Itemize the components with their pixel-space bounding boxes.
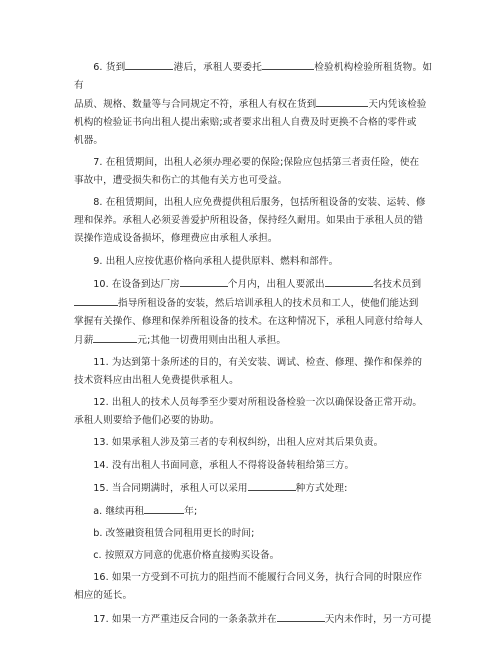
clause-text: 12. 出租人的技术人员每季至少要对所租设备检验一次以确保设备正常开动。 xyxy=(93,397,423,409)
fill-in-blank xyxy=(325,275,373,287)
clause-c11 xyxy=(74,354,432,390)
clause-line xyxy=(74,132,432,150)
clause-text: 16. 如果一方受到不可抗力的阻挡而不能履行合同义务，执行合同的时限应作 xyxy=(93,572,423,584)
clause-text: 13. 如果承租人涉及第三者的专利权纠纷，出租人应对其后果负责。 xyxy=(93,437,384,449)
clause-text: 17. 如果一方严重违反合同的一条条款并在 xyxy=(93,613,277,625)
clause-line xyxy=(74,457,432,475)
clause-text: 承租人则要给予他们必要的协助。 xyxy=(74,415,220,427)
clause-text: 14. 没有出租人书面同意，承租人不得将设备转租给第三方。 xyxy=(93,459,355,471)
clause-line xyxy=(74,212,432,230)
clause-line xyxy=(74,114,432,132)
clause-text: 检验机构检验所租货物。如有 xyxy=(74,62,433,91)
clause-c15c xyxy=(74,547,432,565)
clause-text: 误操作造成设备损坏，修理费应由承租人承担。 xyxy=(74,233,278,245)
clause-c7 xyxy=(74,154,432,190)
clause-text: 掌握有关操作、修理和保养所租设备的技术。在这种情况下，承租人同意付给每人 xyxy=(74,315,423,327)
clause-text: 7. 在租赁期间，出租人必须办理必要的保险;保险应包括第三者责任险，使在 xyxy=(93,157,420,169)
clause-line xyxy=(74,95,432,114)
clause-c8 xyxy=(74,194,432,248)
clause-text: 11. 为达到第十条所述的目的，有关安装、调试、检查、修理、操作和保养的 xyxy=(93,356,423,368)
clause-line xyxy=(74,294,432,313)
clause-line xyxy=(74,569,432,587)
clause-text: 10. 在设备到达厂房 xyxy=(93,278,180,290)
clause-line xyxy=(74,587,432,605)
fill-in-blank xyxy=(125,58,173,70)
clause-text: 15. 当合同期满时，承租人可以采用 xyxy=(93,482,248,494)
fill-in-blank xyxy=(248,479,296,491)
clause-text: b. 改签融资租赁合同租用更长的时间; xyxy=(93,528,255,540)
clause-text: 理和保养。承租人必须妥善爱护所租设备，保持经久耐用。如果由于承租人员的错 xyxy=(74,215,423,227)
clause-line xyxy=(74,434,432,452)
clause-text: c. 按照双方同意的优惠价格直接购买设备。 xyxy=(93,550,280,562)
clause-line xyxy=(74,372,432,390)
clause-line xyxy=(74,58,432,95)
clause-text: 品质、规格、数量等与合同规定不符，承租人有权在货到 xyxy=(74,99,317,110)
clause-c6 xyxy=(74,58,432,150)
clause-line xyxy=(74,172,432,190)
clause-line xyxy=(74,412,432,430)
clause-c15a xyxy=(74,502,432,521)
fill-in-blank xyxy=(180,275,228,287)
clause-text: 天内凭该检验 xyxy=(368,99,427,110)
clause-text: 月薪 xyxy=(74,334,94,346)
clause-c17 xyxy=(74,610,432,629)
clause-c13 xyxy=(74,434,432,452)
clause-c10 xyxy=(74,275,432,350)
clause-c16 xyxy=(74,569,432,605)
clause-line xyxy=(74,253,432,271)
clause-text: 8. 在租赁期间，出租人应免费提供租后服务，包括所租设备的安装、运转、修 xyxy=(93,197,426,209)
fill-in-blank xyxy=(262,58,314,70)
clause-line xyxy=(74,394,432,412)
fill-in-blank xyxy=(316,95,368,107)
clause-text: 个月内，出租人要派出 xyxy=(227,278,325,290)
clause-line xyxy=(74,230,432,248)
clause-text: 9. 出租人应按优惠价格向承租人提供原料、燃料和部件。 xyxy=(93,255,339,267)
clause-c9 xyxy=(74,253,432,271)
clause-text: 指导所租设备的安装，然后培训承租人的技术员和工人，使他们能达到 xyxy=(118,297,419,309)
fill-in-blank xyxy=(93,331,137,343)
clause-line xyxy=(74,275,432,294)
fill-in-blank xyxy=(74,294,118,306)
contract-body xyxy=(74,58,432,629)
clause-text: 6. 货到 xyxy=(93,62,126,73)
clause-line xyxy=(74,313,432,331)
clause-line xyxy=(74,194,432,212)
clause-line xyxy=(74,610,432,629)
clause-c12 xyxy=(74,394,432,430)
clause-text: 元;其他一切费用则由出租人承担。 xyxy=(137,334,287,346)
clause-c14 xyxy=(74,457,432,475)
clause-line xyxy=(74,547,432,565)
clause-text: 年; xyxy=(184,505,198,517)
fill-in-blank xyxy=(144,502,184,514)
clause-text: 机构的检验证书向出租人提出索赔;或者要求出租人自费及时更换不合格的零件或 xyxy=(74,117,417,128)
clause-text: 名技术员到 xyxy=(372,278,422,290)
clause-text: 事故中，遭受损失和伤亡的其他有关方也可受益。 xyxy=(74,175,288,187)
clause-line xyxy=(74,479,432,498)
clause-text: a. 继续再租 xyxy=(93,505,145,517)
clause-line xyxy=(74,331,432,350)
clause-line xyxy=(74,525,432,543)
clause-c15 xyxy=(74,479,432,498)
clause-text: 技术资料应由出租人免费提供承租人。 xyxy=(74,374,239,386)
clause-text: 天内未作时，另一方可提 xyxy=(324,613,432,625)
clause-c15b xyxy=(74,525,432,543)
clause-text: 机器。 xyxy=(74,135,104,146)
fill-in-blank xyxy=(277,610,325,622)
clause-line xyxy=(74,354,432,372)
clause-text: 港后，承租人要委托 xyxy=(173,62,263,73)
clause-text: 种方式处理: xyxy=(295,482,348,494)
clause-text: 相应的延长。 xyxy=(74,590,133,602)
clause-line xyxy=(74,154,432,172)
clause-line xyxy=(74,502,432,521)
